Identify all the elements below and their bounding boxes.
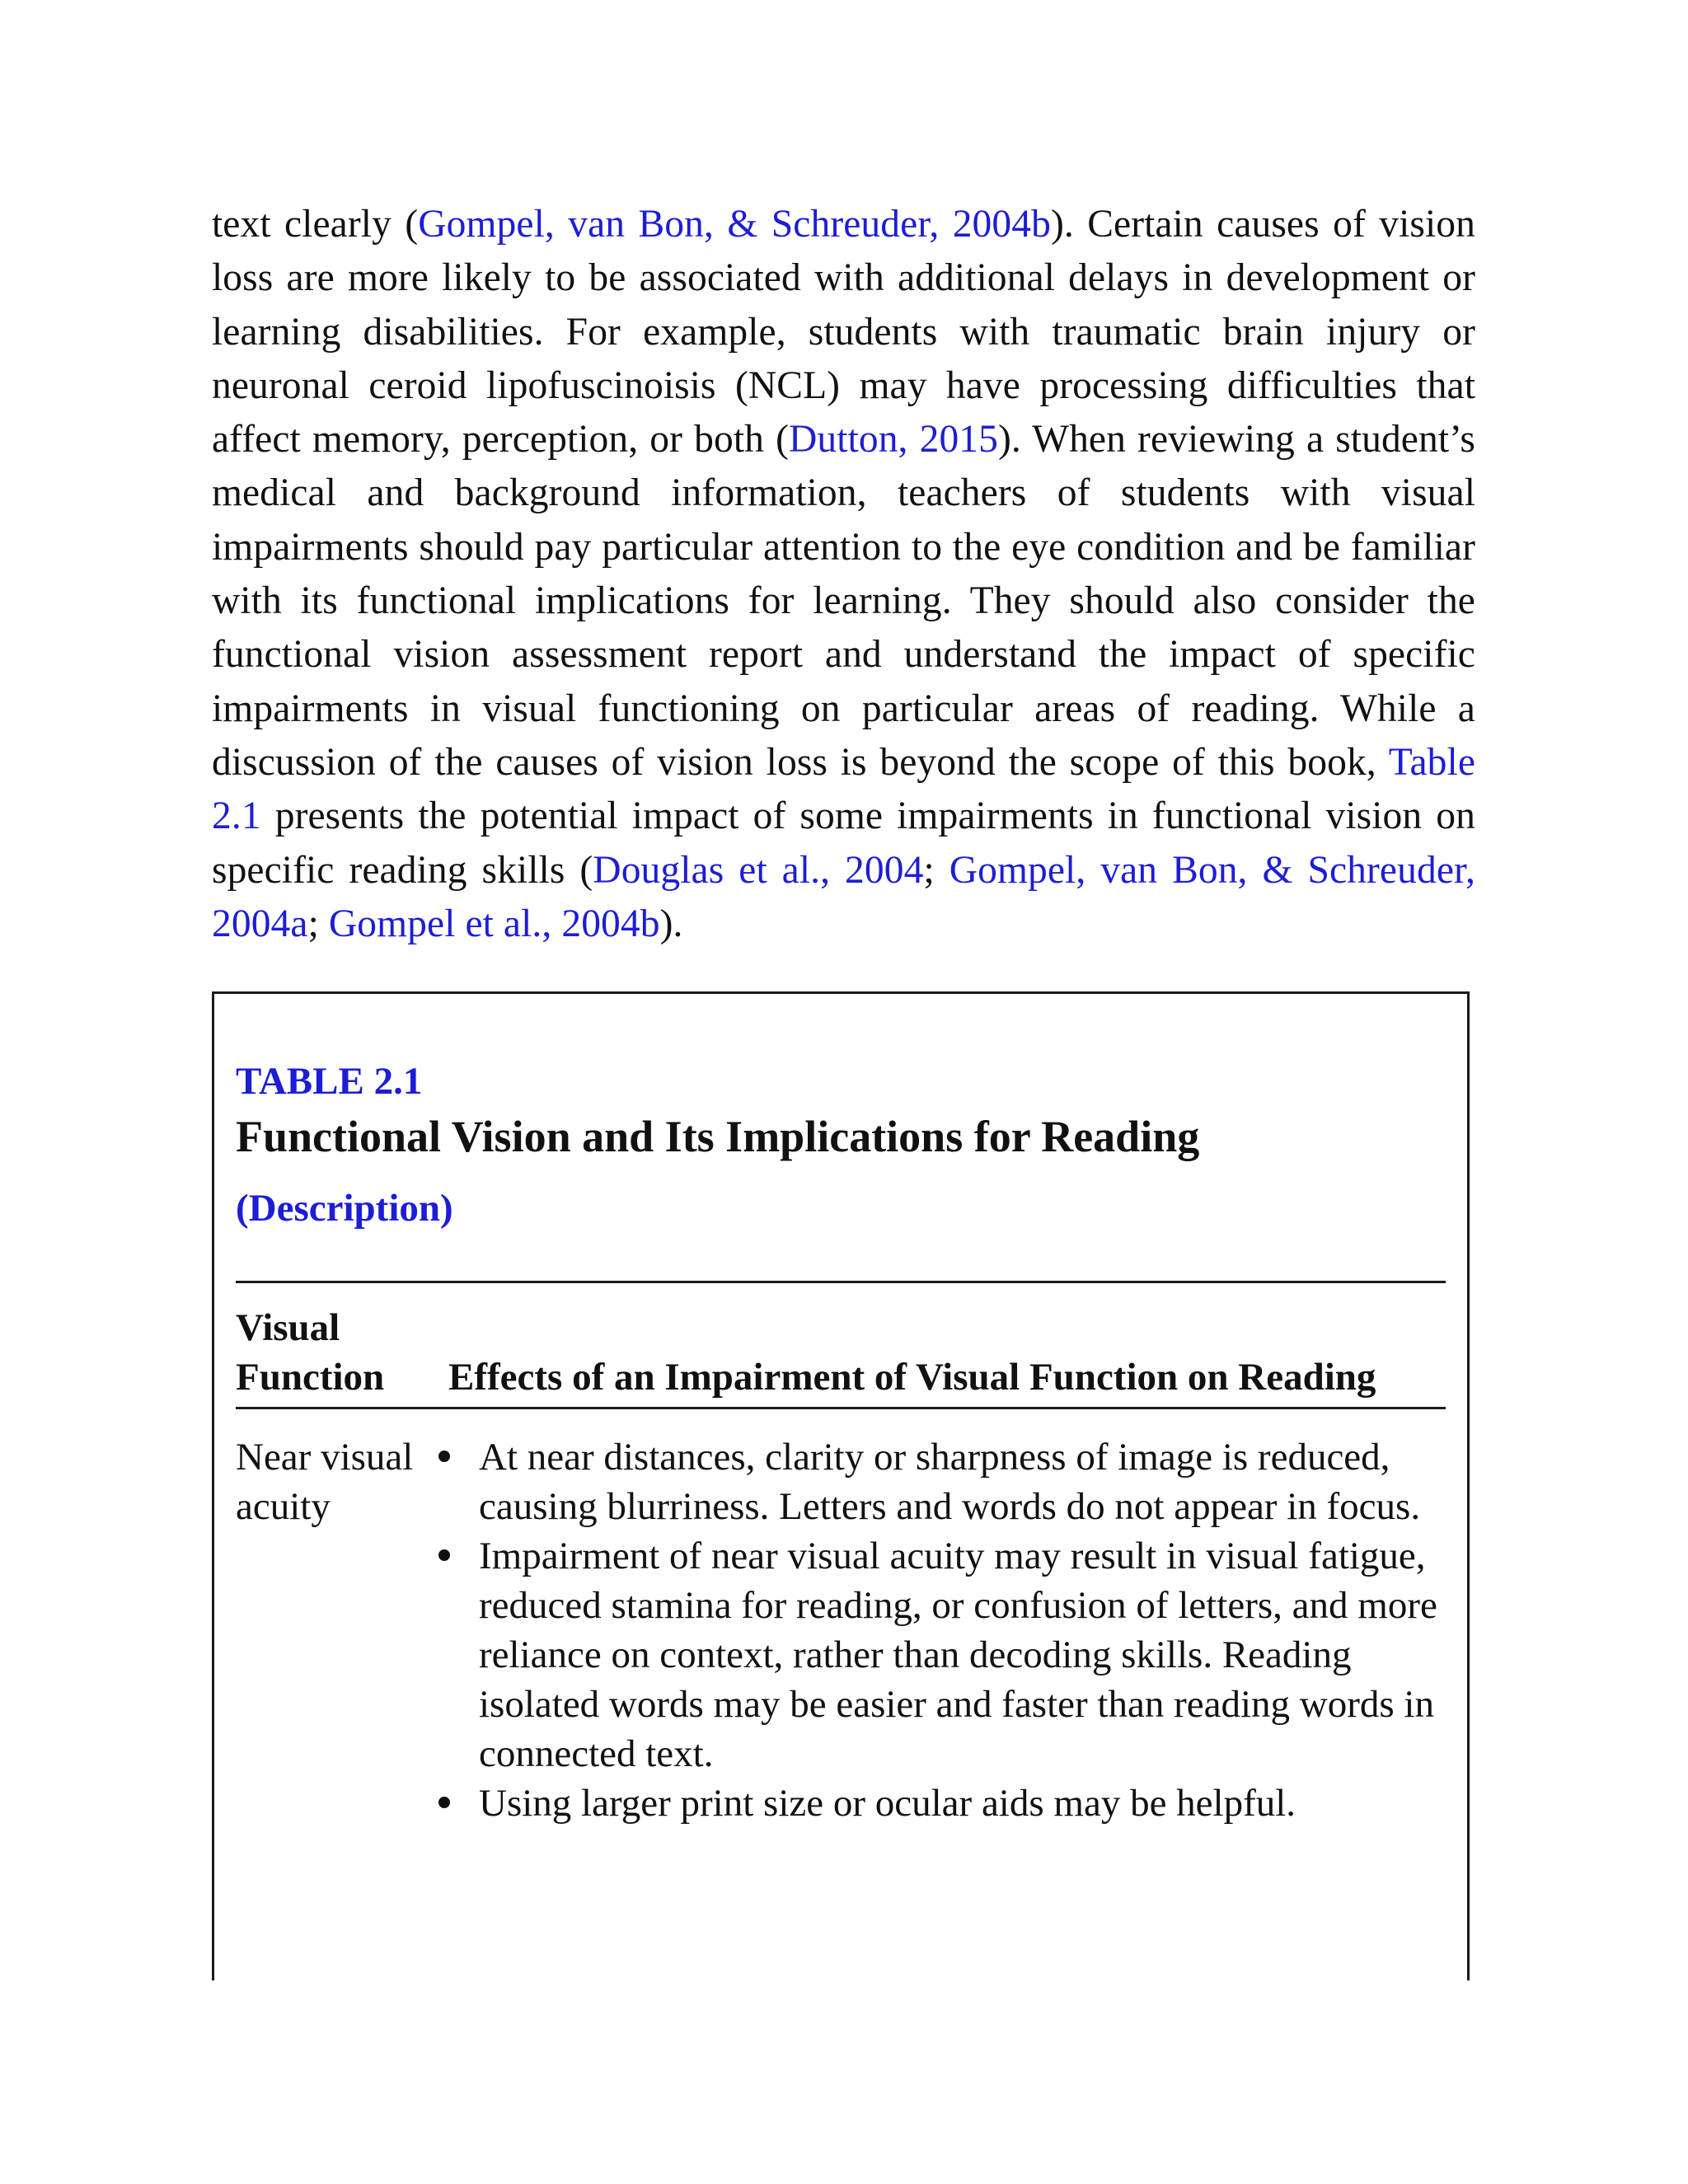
table-header-row xyxy=(236,1283,1446,1407)
bullet-icon xyxy=(438,1797,450,1808)
list-item xyxy=(434,1779,1446,1828)
citation-link-gompel-et-al-2004b[interactable]: Gompel et al., 2004b xyxy=(328,902,660,945)
citation-link-gompel-2004a[interactable]: Gompel, van Bon, & Schreuder, 2004a xyxy=(212,848,1475,945)
citation-link-douglas-2004[interactable]: Douglas et al., 2004 xyxy=(593,848,924,892)
table-title: Functional Vision and Its Implications for Reading xyxy=(236,1112,1200,1161)
paragraph-text: presents the potential impact of some impairments in functional vision on specific reading skills ( xyxy=(212,794,1475,892)
header-visual-function xyxy=(236,1303,448,1402)
paragraph-text: ). Certain causes of vision loss are more likely to be associated with additional delays in development or learning disabilities. For example, students with traumatic brain injury or neuronal ceroid lipofuscinoisis (NCL) may have processing difficulties that affect memory, perception, or both ( xyxy=(212,203,1475,462)
body-paragraph xyxy=(212,198,1475,951)
citation-link-gompel-2004b[interactable]: Gompel, van Bon, & Schreuder, 2004b xyxy=(418,203,1051,246)
list-item-text: Using larger print size or ocular aids may be helpful. xyxy=(479,1782,1296,1825)
bullet-icon xyxy=(438,1451,450,1462)
paragraph-text: ; xyxy=(923,848,950,892)
table-2-1-box xyxy=(212,991,1470,1980)
paragraph-text: ). When reviewing a student’s medical and background information, teachers of students with visual impairments should pay particular attention to the eye condition and be familiar with its functional implications for learning. They should also consider the functional vision assessment report and understand the impact of specific impairments in visual functioning on particular areas of reading. While a discussion of the causes of vision loss is beyond the scope of this book, xyxy=(212,418,1476,784)
list-item xyxy=(434,1531,1446,1779)
header-effects: Effects of an Impairment of Visual Function on Reading xyxy=(448,1356,1376,1399)
table-2-1-link[interactable]: Table 2.1 xyxy=(212,740,1475,838)
row-effects-list xyxy=(434,1432,1446,1828)
citation-link-dutton-2015[interactable]: Dutton, 2015 xyxy=(789,418,999,462)
list-item-text: Impairment of near visual acuity may result in visual fatigue, reduced stamina for reading, or confusion of letters, and more reliance on context, rather than decoding skills. Reading isolated words may be easier and faster than reading words in connected text. xyxy=(479,1535,1437,1775)
header-visual-function-line2: Function xyxy=(236,1356,385,1399)
paragraph-text: text clearly ( xyxy=(212,203,419,246)
table-number: TABLE 2.1 xyxy=(236,1060,423,1103)
header-visual-function-line1: Visual xyxy=(236,1306,340,1349)
table-description-link[interactable]: (Description) xyxy=(236,1187,453,1230)
paragraph-text: ). xyxy=(659,902,683,945)
row-visual-function: Near visual acuity xyxy=(236,1436,414,1528)
table-row xyxy=(236,1409,1446,1828)
paragraph-text: ; xyxy=(307,902,329,945)
list-item xyxy=(434,1432,1446,1531)
table-inner xyxy=(236,1058,1446,1828)
body-text-block xyxy=(212,198,1475,951)
list-item-text: At near distances, clarity or sharpness of image is reduced, causing blurriness. Letters and words do not appear in focus. xyxy=(479,1436,1421,1528)
bullet-icon xyxy=(438,1549,450,1561)
